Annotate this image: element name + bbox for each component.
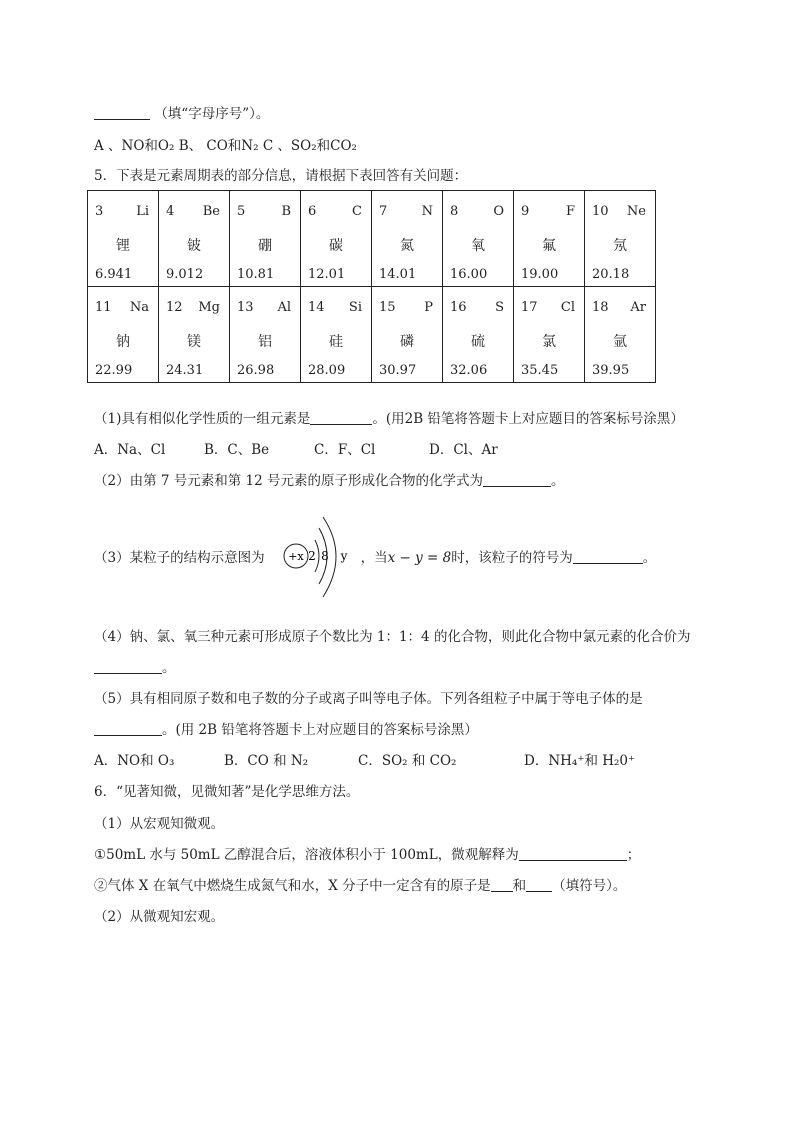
shell-1-electrons: 2 xyxy=(308,549,316,563)
q5-intro: 5．下表是元素周期表的部分信息，请根据下表回答有关问题： xyxy=(94,168,468,184)
q5-part1-options xyxy=(94,438,498,458)
periodic-row-2 xyxy=(88,191,656,287)
q5-part4: （4）钠、氯、氧三种元素可形成原子个数比为 1：1：4 的化合物，则此化合物中氯元素的化合价为 xyxy=(94,629,691,645)
answer-blank[interactable] xyxy=(310,410,372,425)
periodic-row-3 xyxy=(88,287,656,383)
q5-part3: （3）某粒子的结构示意图为 ，当x − y = 8时，该粒子的符号为 。 xyxy=(94,550,657,566)
q6-section1: （1）从宏观知微观。 xyxy=(94,816,225,832)
option-d[interactable]: D．NH₄⁺和 H₂0⁺ xyxy=(524,753,636,769)
answer-blank[interactable] xyxy=(94,105,150,120)
option-a[interactable]: A．Na、Cl xyxy=(94,442,166,458)
answer-blank[interactable] xyxy=(519,846,627,861)
q5-part4-answer: 。 xyxy=(94,656,176,676)
option-b[interactable]: B．CO 和 N₂ xyxy=(224,753,309,769)
answer-blank[interactable] xyxy=(526,877,552,892)
answer-blank[interactable] xyxy=(573,549,643,564)
option-d[interactable]: D．Cl、Ar xyxy=(429,442,498,458)
q6-section2: （2）从微观知宏观。 xyxy=(94,909,225,925)
q4-fill-line xyxy=(94,102,269,122)
element-cell: 11 Na 钠 22.99 xyxy=(88,287,159,383)
answer-blank[interactable] xyxy=(94,721,162,736)
q5-part5: （5）具有相同原子数和电子数的分子或离子叫等电子体。下列各组粒子中属于等电子体的是 xyxy=(94,691,643,707)
q6-item2: ②气体 X 在氧气中燃烧生成氮气和水，X 分子中一定含有的原子是 和 （填符号）。 xyxy=(94,878,627,894)
atom-structure-diagram xyxy=(275,513,355,603)
shell-2-electrons: 8 xyxy=(321,549,329,563)
answer-blank[interactable] xyxy=(483,472,551,487)
nucleus-label: +x xyxy=(288,550,304,563)
periodic-table xyxy=(87,190,656,383)
element-cell: 8 O 氧 16.00 xyxy=(443,191,514,287)
q4-fill-hint: （填“字母序号”）。 xyxy=(154,106,270,122)
element-cell: 13 Al 铝 26.98 xyxy=(230,287,301,383)
formula: x − y = 8 xyxy=(387,550,452,566)
answer-blank[interactable] xyxy=(491,877,513,892)
shell-3-electrons: y xyxy=(340,549,348,563)
element-cell: 3 Li 锂 6.941 xyxy=(88,191,159,287)
q5-part2: （2）由第 7 号元素和第 12 号元素的原子形成化合物的化学式为 。 xyxy=(94,473,565,489)
element-cell: 16 S 硫 32.06 xyxy=(443,287,514,383)
element-cell: 4 Be 铍 9.012 xyxy=(159,191,230,287)
element-cell: 7 N 氮 14.01 xyxy=(372,191,443,287)
element-cell: 10 Ne 氖 20.18 xyxy=(585,191,656,287)
element-cell: 14 Si 硅 28.09 xyxy=(301,287,372,383)
q5-part1: （1)具有相似化学性质的一组元素是 。(用2B 铅笔将答题卡上对应题目的答案标号涂黑） xyxy=(94,411,684,427)
q6-intro: 6．“见著知微，见微知著”是化学思维方法。 xyxy=(94,784,360,800)
answer-blank[interactable] xyxy=(94,659,162,674)
q5-part5-answer: 。(用 2B 铅笔将答题卡上对应题目的答案标号涂黑） xyxy=(94,718,478,738)
element-cell: 15 P 磷 30.97 xyxy=(372,287,443,383)
element-cell: 6 C 碳 12.01 xyxy=(301,191,372,287)
element-cell: 12 Mg 镁 24.31 xyxy=(159,287,230,383)
q4-options: A 、NO和O₂ B、 CO和N₂ C 、SO₂和CO₂ xyxy=(94,138,357,154)
element-cell: 9 F 氟 19.00 xyxy=(514,191,585,287)
element-cell: 5 B 硼 10.81 xyxy=(230,191,301,287)
option-c[interactable]: C．F、Cl xyxy=(314,442,376,458)
element-cell: 18 Ar 氩 39.95 xyxy=(585,287,656,383)
q6-item1: ①50mL 水与 50mL 乙醇混合后，溶液体积小于 100mL，微观解释为 ； xyxy=(94,847,641,863)
element-cell: 17 Cl 氯 35.45 xyxy=(514,287,585,383)
q5-part5-options xyxy=(94,749,635,769)
option-c[interactable]: C．SO₂ 和 CO₂ xyxy=(358,753,457,769)
option-b[interactable]: B．C、Be xyxy=(204,442,270,458)
option-a[interactable]: A．NO和 O₃ xyxy=(94,753,175,769)
